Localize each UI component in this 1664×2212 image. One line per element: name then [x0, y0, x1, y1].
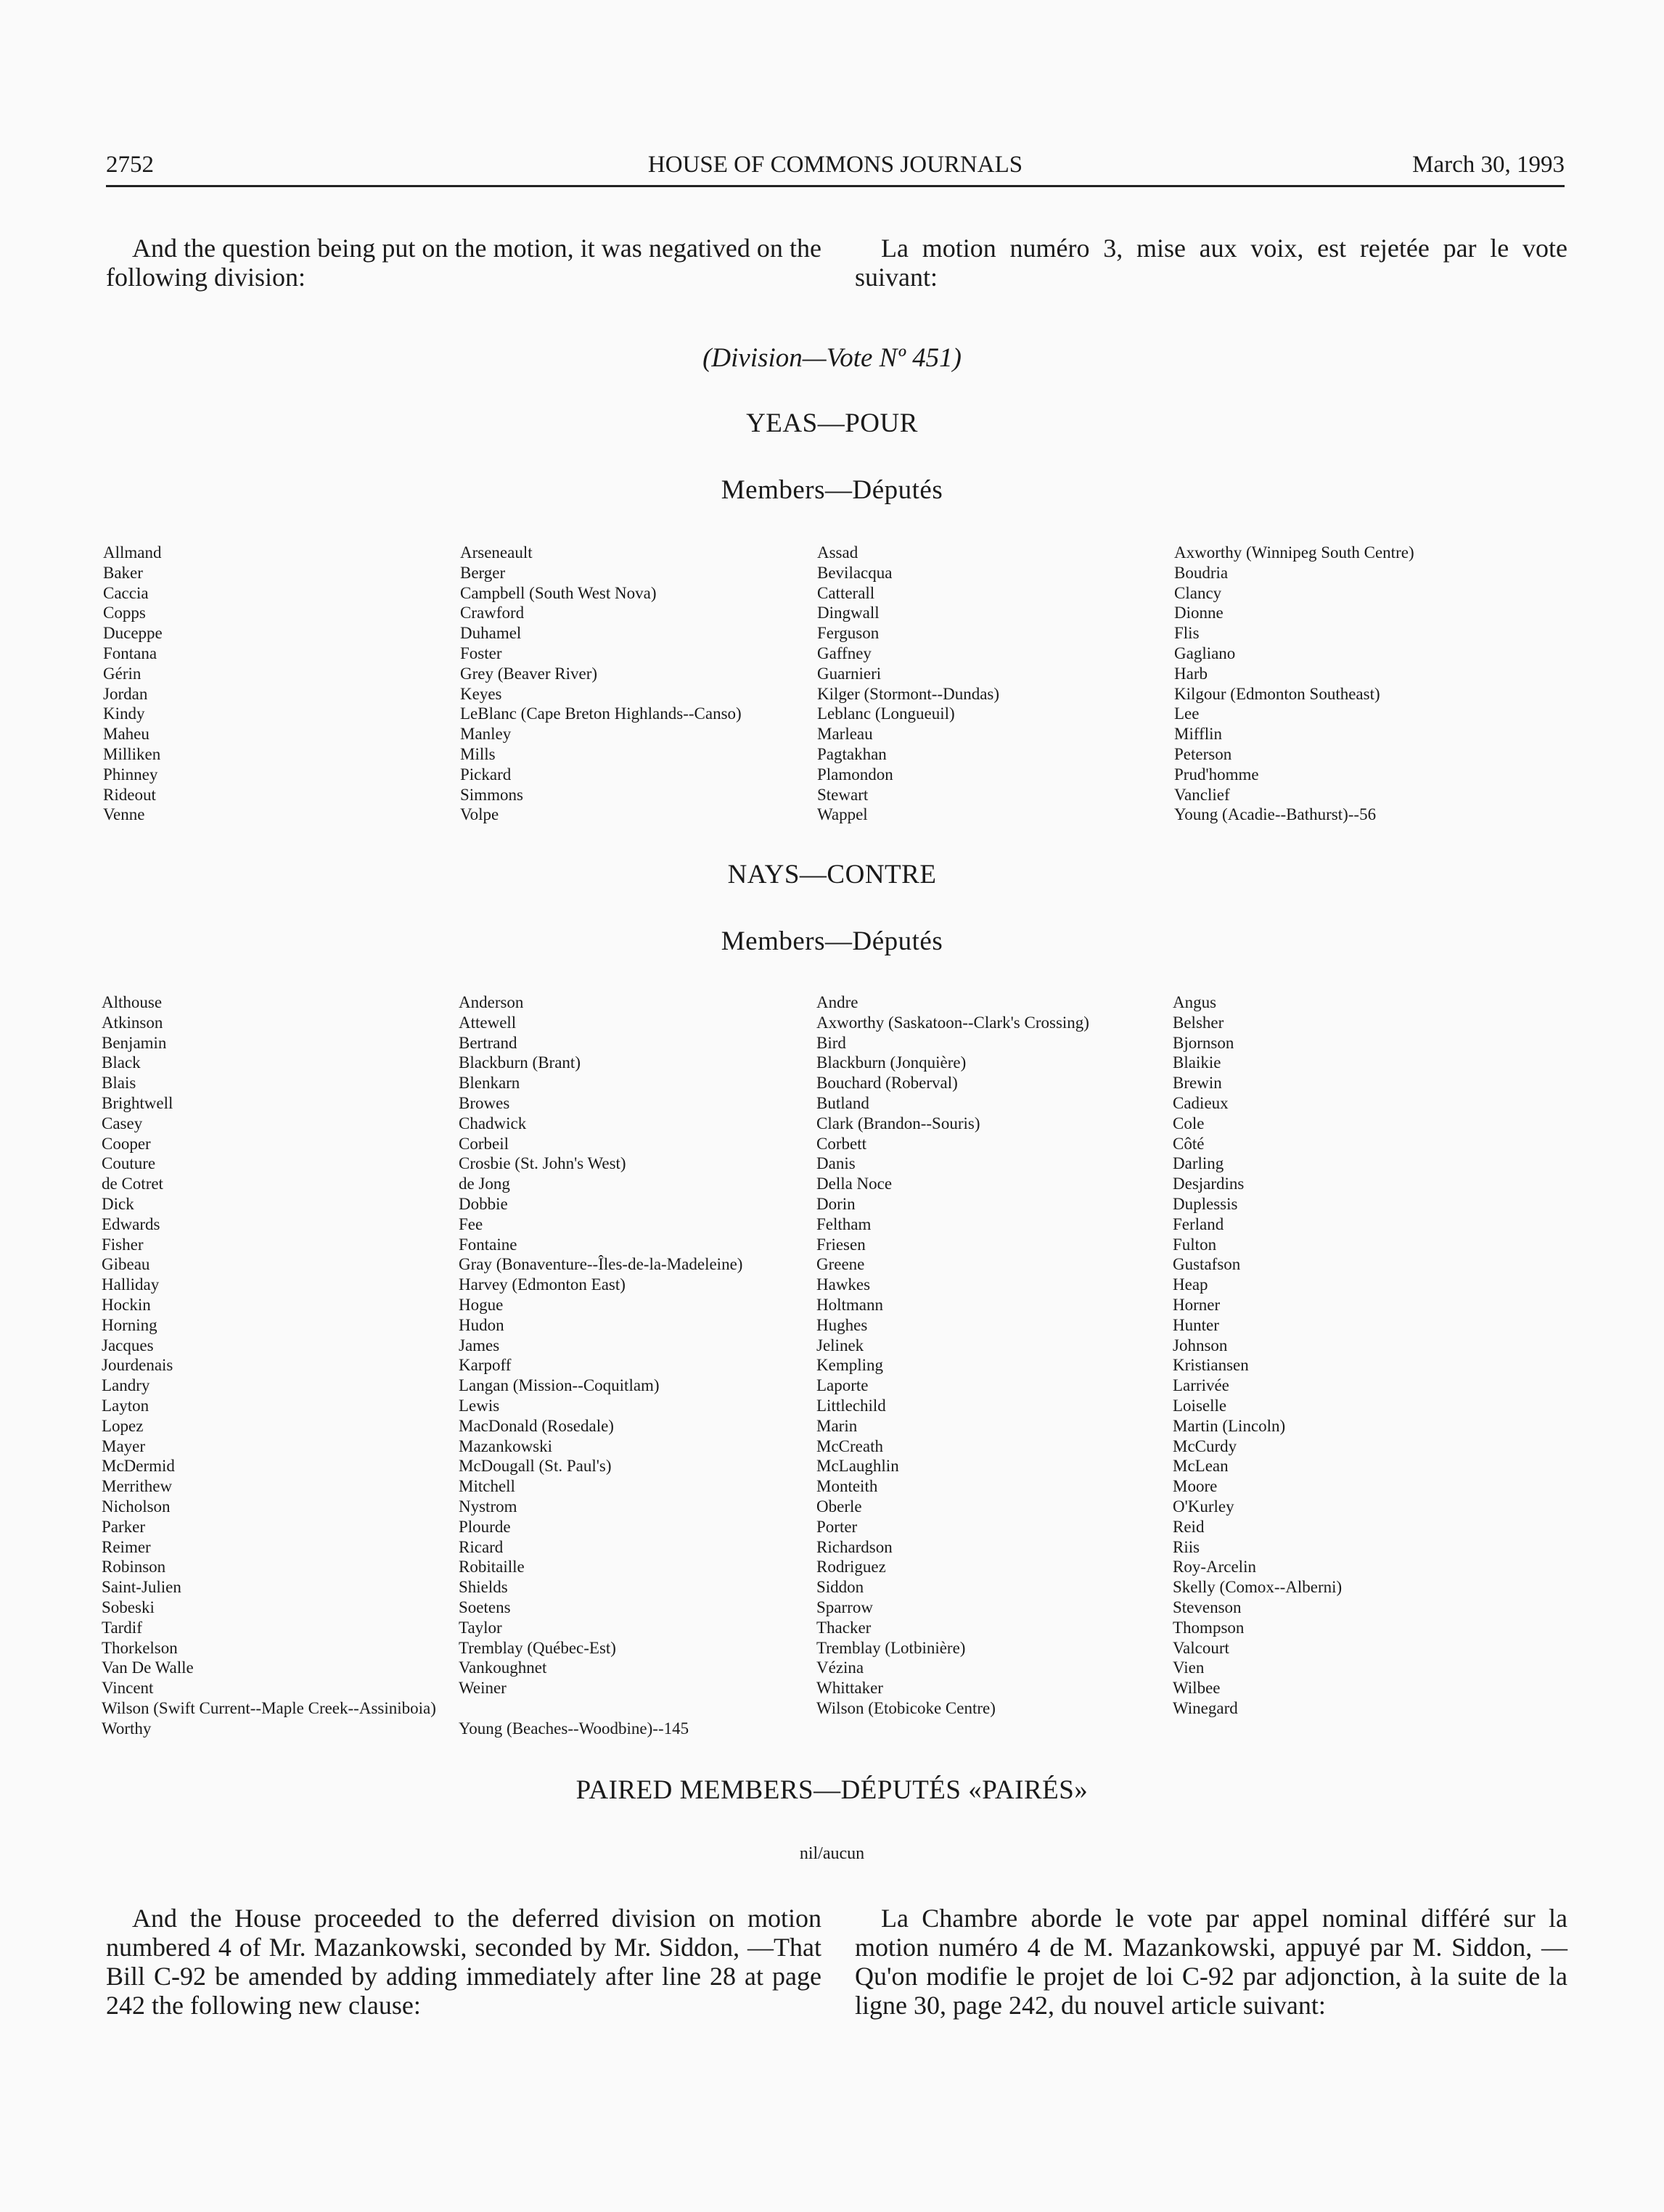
- member-name: Hawkes: [816, 1275, 871, 1294]
- nays-column-3: [816, 992, 1089, 1719]
- member-name: Atkinson: [102, 1013, 163, 1032]
- member-name: Soetens: [459, 1598, 511, 1616]
- member-name: Plamondon: [817, 765, 893, 784]
- member-name: McDougall (St. Paul's): [459, 1457, 612, 1476]
- member-name: Flis: [1174, 624, 1200, 643]
- member-name: MacDonald (Rosedale): [459, 1416, 614, 1435]
- member-name: Baker: [103, 563, 143, 582]
- member-name: Loiselle: [1173, 1396, 1227, 1415]
- member-name: Gaffney: [817, 644, 872, 662]
- member-name: Mayer: [102, 1436, 146, 1455]
- member-name: de Cotret: [102, 1175, 163, 1193]
- member-name: Merrithew: [102, 1477, 173, 1496]
- member-name: Jelinek: [816, 1336, 864, 1354]
- member-name: Belsher: [1173, 1013, 1224, 1032]
- member-name: Grey (Beaver River): [460, 664, 598, 683]
- member-name: Kilgour (Edmonton Southeast): [1174, 684, 1380, 703]
- member-name: Fee: [459, 1214, 483, 1233]
- member-name: Marleau: [817, 725, 873, 744]
- closing-french: La Chambre aborde le vote par appel nominal différé sur la motion numéro 4 de M. Mazankowski, appuyé par M. Siddon, —Qu'on modifie le projet de loi C-92 par adjonction, à la suite de la ligne 30, page 242, du nouvel article suivant:: [855, 1904, 1567, 2020]
- member-name: Cole: [1173, 1114, 1205, 1132]
- member-name: Van De Walle: [102, 1658, 194, 1677]
- member-name: Keyes: [460, 684, 502, 703]
- member-name: Clancy: [1174, 583, 1222, 602]
- member-name: Weiner: [459, 1679, 507, 1698]
- member-name: Winegard: [1173, 1698, 1238, 1717]
- member-name: Siddon: [816, 1578, 864, 1597]
- member-name: Young (Beaches--Woodbine)--145: [459, 1719, 689, 1738]
- member-name: Ferland: [1173, 1214, 1224, 1233]
- member-name: Feltham: [816, 1214, 872, 1233]
- member-name: Copps: [103, 604, 146, 622]
- member-name: Robitaille: [459, 1558, 525, 1576]
- member-name: Bird: [816, 1033, 846, 1052]
- member-name: Arseneault: [460, 543, 533, 562]
- member-name: Kempling: [816, 1356, 883, 1375]
- member-name: Venne: [103, 805, 145, 824]
- member-name: Lee: [1174, 704, 1200, 723]
- member-name: Volpe: [460, 805, 499, 824]
- member-name: Fulton: [1173, 1235, 1217, 1254]
- member-name: Axworthy (Winnipeg South Centre): [1174, 543, 1414, 562]
- member-name: Monteith: [816, 1477, 878, 1496]
- member-name: Horning: [102, 1315, 157, 1334]
- member-name: Shields: [459, 1578, 508, 1597]
- member-name: Brewin: [1173, 1074, 1222, 1093]
- member-name: Gray (Bonaventure--Îles-de-la-Madeleine): [459, 1255, 743, 1274]
- member-name: McLaughlin: [816, 1457, 899, 1476]
- member-name: Mifflin: [1174, 725, 1223, 744]
- member-name: Bevilacqua: [817, 563, 893, 582]
- member-name: Marin: [816, 1416, 858, 1435]
- member-name: Boudria: [1174, 563, 1229, 582]
- nays-subheading: Members—Députés: [721, 926, 943, 956]
- nays-heading: NAYS—CONTRE: [727, 860, 937, 889]
- member-name: Dobbie: [459, 1194, 508, 1213]
- member-name: Fontaine: [459, 1235, 517, 1254]
- member-name: Stewart: [817, 785, 869, 804]
- yeas-column-2: [460, 543, 742, 825]
- yeas-column-1: [103, 543, 163, 825]
- member-name: Danis: [816, 1154, 856, 1173]
- member-name: Vankoughnet: [459, 1658, 547, 1677]
- member-name: Maheu: [103, 725, 149, 744]
- member-name: Moore: [1173, 1477, 1218, 1496]
- member-name: Mills: [460, 744, 496, 763]
- member-name: Rideout: [103, 785, 156, 804]
- member-name: Gagliano: [1174, 644, 1236, 662]
- member-name: Fontana: [103, 644, 157, 662]
- member-name: Richardson: [816, 1537, 893, 1556]
- member-name: Corbett: [816, 1134, 866, 1153]
- member-name: Laporte: [816, 1376, 869, 1395]
- member-name: Desjardins: [1173, 1175, 1245, 1193]
- member-name: Crosbie (St. John's West): [459, 1154, 626, 1173]
- member-name: Harvey (Edmonton East): [459, 1275, 626, 1294]
- member-name: Larrivée: [1173, 1376, 1229, 1395]
- journal-title: HOUSE OF COMMONS JOURNALS: [647, 152, 1023, 178]
- member-name: Caccia: [103, 583, 149, 602]
- member-name: Plourde: [459, 1517, 511, 1536]
- member-name: Kristiansen: [1173, 1356, 1249, 1375]
- member-name: Lopez: [102, 1416, 144, 1435]
- member-name: Pagtakhan: [817, 744, 887, 763]
- member-name: de Jong: [459, 1175, 510, 1193]
- member-name: Jourdenais: [102, 1356, 173, 1375]
- member-name: Bertrand: [459, 1033, 517, 1052]
- member-name: Simmons: [460, 785, 523, 804]
- page-header: [106, 149, 1565, 187]
- member-name: Guarnieri: [817, 664, 882, 683]
- member-name: McCreath: [816, 1436, 883, 1455]
- member-name: Blaikie: [1173, 1053, 1221, 1072]
- member-name: Duplessis: [1173, 1194, 1238, 1213]
- member-name: Landry: [102, 1376, 150, 1395]
- member-name: Taylor: [459, 1618, 502, 1637]
- member-name: Della Noce: [816, 1175, 893, 1193]
- member-name: Whittaker: [816, 1679, 883, 1698]
- member-name: Heap: [1173, 1275, 1208, 1294]
- member-name: Catterall: [817, 583, 875, 602]
- member-name: Nystrom: [459, 1497, 517, 1516]
- member-name: Thompson: [1173, 1618, 1245, 1637]
- member-name: Littlechild: [816, 1396, 886, 1415]
- member-name: Peterson: [1174, 744, 1232, 763]
- paired-heading: PAIRED MEMBERS—DÉPUTÉS «PAIRÉS»: [575, 1775, 1089, 1805]
- member-name: [459, 1698, 742, 1719]
- member-name: Duhamel: [460, 624, 522, 643]
- member-name: Gibeau: [102, 1255, 150, 1274]
- member-name: Hughes: [816, 1315, 868, 1334]
- member-name: Axworthy (Saskatoon--Clark's Crossing): [816, 1013, 1089, 1032]
- member-name: Lewis: [459, 1396, 500, 1415]
- member-name: Cooper: [102, 1134, 151, 1153]
- member-name: Vanclief: [1174, 785, 1230, 804]
- member-name: Layton: [102, 1396, 149, 1415]
- intro-french: La motion numéro 3, mise aux voix, est rejetée par le vote suivant:: [855, 234, 1567, 292]
- member-name: Fisher: [102, 1235, 144, 1254]
- nays-column-2: [459, 992, 742, 1738]
- member-name: Butland: [816, 1093, 869, 1112]
- member-name: Rodriguez: [816, 1558, 886, 1576]
- member-name: Manley: [460, 725, 512, 744]
- member-name: Kilger (Stormont--Dundas): [817, 684, 1000, 703]
- member-name: Hudon: [459, 1315, 504, 1334]
- member-name: Darling: [1173, 1154, 1224, 1173]
- member-name: Valcourt: [1173, 1638, 1229, 1657]
- member-name: Casey: [102, 1114, 143, 1132]
- member-name: Vézina: [816, 1658, 864, 1677]
- member-name: Dingwall: [817, 604, 880, 622]
- member-name: Wilson (Etobicoke Centre): [816, 1698, 996, 1717]
- member-name: Wilbee: [1173, 1679, 1221, 1698]
- member-name: Tardif: [102, 1618, 142, 1637]
- member-name: Sparrow: [816, 1598, 873, 1616]
- member-name: Porter: [816, 1517, 858, 1536]
- member-name: Couture: [102, 1154, 156, 1173]
- member-name: Oberle: [816, 1497, 862, 1516]
- member-name: Roy-Arcelin: [1173, 1558, 1256, 1576]
- member-name: Berger: [460, 563, 506, 582]
- member-name: Halliday: [102, 1275, 160, 1294]
- member-name: Langan (Mission--Coquitlam): [459, 1376, 660, 1395]
- member-name: Tremblay (Québec-Est): [459, 1638, 616, 1657]
- member-name: Tremblay (Lotbinière): [816, 1638, 966, 1657]
- member-name: Côté: [1173, 1134, 1205, 1153]
- member-name: O'Kurley: [1173, 1497, 1234, 1516]
- member-name: Gustafson: [1173, 1255, 1241, 1274]
- member-name: Duceppe: [103, 624, 163, 643]
- member-name: Blackburn (Brant): [459, 1053, 581, 1072]
- intro-english: And the question being put on the motion, it was negatived on the following division:: [106, 234, 821, 292]
- member-name: Milliken: [103, 744, 161, 763]
- member-name: Robinson: [102, 1558, 166, 1576]
- member-name: Corbeil: [459, 1134, 509, 1153]
- member-name: Dorin: [816, 1194, 856, 1213]
- member-name: Vincent: [102, 1679, 154, 1698]
- member-name: Stevenson: [1173, 1598, 1242, 1616]
- yeas-column-3: [817, 543, 999, 825]
- member-name: Riis: [1173, 1537, 1200, 1556]
- member-name: Campbell (South West Nova): [460, 583, 657, 602]
- member-name: Allmand: [103, 543, 162, 562]
- member-name: Nicholson: [102, 1497, 171, 1516]
- header-date: March 30, 1993: [1412, 152, 1565, 178]
- member-name: Attewell: [459, 1013, 517, 1032]
- member-name: Parker: [102, 1517, 146, 1536]
- paired-value: nil/aucun: [799, 1844, 865, 1863]
- member-name: Kindy: [103, 704, 145, 723]
- page-number: 2752: [106, 152, 154, 178]
- member-name: Worthy: [102, 1719, 152, 1738]
- member-name: Browes: [459, 1093, 510, 1112]
- member-name: Mazankowski: [459, 1436, 553, 1455]
- member-name: Thorkelson: [102, 1638, 178, 1657]
- member-name: Hockin: [102, 1295, 151, 1314]
- member-name: Wilson (Swift Current--Maple Creek--Assiniboia): [102, 1698, 436, 1717]
- member-name: Greene: [816, 1255, 865, 1274]
- member-name: Reid: [1173, 1517, 1205, 1536]
- member-name: Cadieux: [1173, 1093, 1229, 1112]
- member-name: Vien: [1173, 1658, 1205, 1677]
- member-name: Benjamin: [102, 1033, 167, 1052]
- member-name: Sobeski: [102, 1598, 155, 1616]
- member-name: Bjornson: [1173, 1033, 1234, 1052]
- member-name: Althouse: [102, 993, 163, 1011]
- member-name: Chadwick: [459, 1114, 527, 1132]
- closing-english: And the House proceeded to the deferred division on motion numbered 4 of Mr. Mazankowski, seconded by Mr. Siddon, —That Bill C-92 be amended by adding immediately after line 28 at page 242 the following new clause:: [106, 1904, 821, 2020]
- member-name: James: [459, 1336, 500, 1354]
- member-name: Ferguson: [817, 624, 880, 643]
- member-name: Johnson: [1173, 1336, 1228, 1354]
- member-name: Brightwell: [102, 1093, 173, 1112]
- member-name: Wappel: [817, 805, 868, 824]
- member-name: Blenkarn: [459, 1074, 520, 1093]
- member-name: Ricard: [459, 1537, 504, 1556]
- nays-column-4: [1173, 992, 1342, 1719]
- member-name: Blackburn (Jonquière): [816, 1053, 967, 1072]
- member-name: Reimer: [102, 1537, 151, 1556]
- member-name: Edwards: [102, 1214, 160, 1233]
- member-name: Young (Acadie--Bathurst)--56: [1174, 805, 1377, 824]
- member-name: Angus: [1173, 993, 1217, 1011]
- member-name: Crawford: [460, 604, 525, 622]
- member-name: Phinney: [103, 765, 158, 784]
- member-name: Friesen: [816, 1235, 866, 1254]
- member-name: Saint-Julien: [102, 1578, 181, 1597]
- member-name: Holtmann: [816, 1295, 883, 1314]
- member-name: McLean: [1173, 1457, 1229, 1476]
- member-name: McDermid: [102, 1457, 175, 1476]
- member-name: Hunter: [1173, 1315, 1219, 1334]
- member-name: LeBlanc (Cape Breton Highlands--Canso): [460, 704, 742, 723]
- member-name: Black: [102, 1053, 141, 1072]
- member-name: McCurdy: [1173, 1436, 1237, 1455]
- member-name: Clark (Brandon--Souris): [816, 1114, 980, 1132]
- yeas-column-4: [1174, 543, 1414, 825]
- member-name: Horner: [1173, 1295, 1221, 1314]
- member-name: Hogue: [459, 1295, 504, 1314]
- member-name: Leblanc (Longueuil): [817, 704, 955, 723]
- member-name: Anderson: [459, 993, 524, 1011]
- member-name: Martin (Lincoln): [1173, 1416, 1286, 1435]
- yeas-heading: YEAS—POUR: [746, 408, 918, 438]
- member-name: Prud'homme: [1174, 765, 1259, 784]
- member-name: Blais: [102, 1074, 136, 1093]
- member-name: Skelly (Comox--Alberni): [1173, 1578, 1343, 1597]
- nays-column-1: [102, 992, 436, 1738]
- member-name: Gérin: [103, 664, 142, 683]
- member-name: Harb: [1174, 664, 1208, 683]
- yeas-subheading: Members—Députés: [721, 475, 943, 505]
- division-label: (Division—Vote Nº 451): [702, 343, 962, 373]
- member-name: Jordan: [103, 684, 148, 703]
- member-name: Foster: [460, 644, 502, 662]
- member-name: Andre: [816, 993, 858, 1011]
- member-name: Thacker: [816, 1618, 872, 1637]
- member-name: Bouchard (Roberval): [816, 1074, 958, 1093]
- member-name: Jacques: [102, 1336, 154, 1354]
- member-name: Assad: [817, 543, 858, 562]
- member-name: Karpoff: [459, 1356, 512, 1375]
- member-name: Mitchell: [459, 1477, 515, 1496]
- member-name: Dick: [102, 1194, 134, 1213]
- member-name: Dionne: [1174, 604, 1224, 622]
- member-name: Pickard: [460, 765, 512, 784]
